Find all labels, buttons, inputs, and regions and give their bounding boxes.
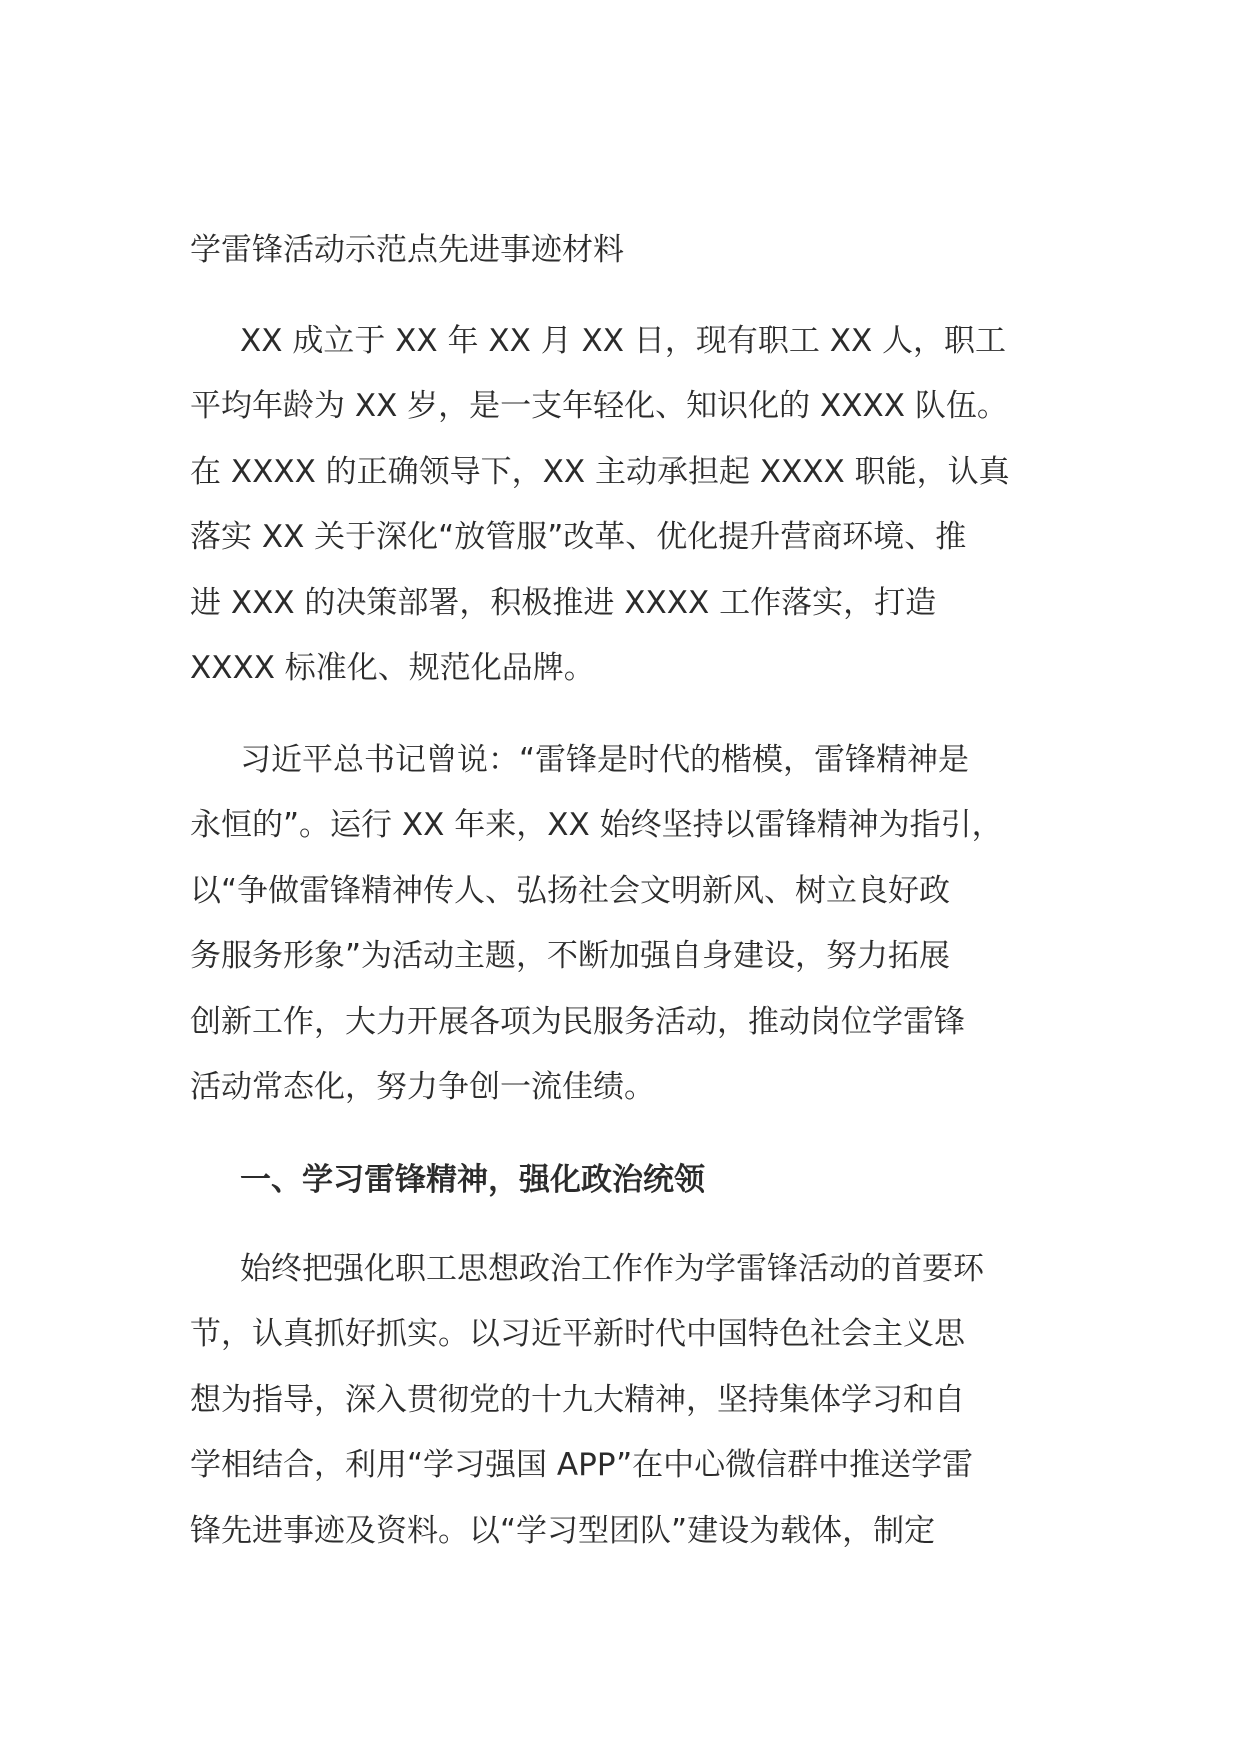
paragraph-line: 在 XXXX 的正确领导下，XX 主动承担起 XXXX 职能，认真 [190, 453, 1010, 490]
paragraph-line: 活动常态化，努力争创一流佳绩。 [190, 1068, 655, 1105]
paragraph-line: 务服务形象”为活动主题，不断加强自身建设，努力拓展 [190, 938, 951, 975]
paragraph-line: 想为指导，深入贯彻党的十九大精神，坚持集体学习和自 [190, 1381, 965, 1418]
paragraph-line: 落实 XX 关于深化“放管服”改革、优化提升营商环境、推 [190, 519, 967, 556]
paragraph-line: 以“争做雷锋精神传人、弘扬社会文明新风、树立良好政 [190, 872, 951, 909]
paragraph-line: 学相结合，利用“学习强国 APP”在中心微信群中推送学雷 [190, 1447, 974, 1484]
paragraph-line: 永恒的”。运行 XX 年来，XX 始终坚持以雷锋精神为指引， [190, 807, 1003, 844]
paragraph-quote [190, 728, 1070, 1120]
paragraph-line: XX 成立于 XX 年 XX 月 XX 日，现有职工 XX 人，职工 [240, 323, 1007, 359]
paragraph-line: 平均年龄为 XX 岁，是一支年轻化、知识化的 XXXX 队伍。 [190, 388, 1008, 425]
paragraph-line: 创新工作，大力开展各项为民服务活动，推动岗位学雷锋 [190, 1003, 965, 1040]
section-heading: 一、学习雷锋精神，强化政治统领 [240, 1162, 705, 1198]
paragraph-intro [190, 309, 1070, 701]
paragraph-line: 始终把强化职工思想政治工作作为学雷锋活动的首要环 [240, 1251, 984, 1287]
paragraph-line: XXXX 标准化、规范化品牌。 [190, 649, 595, 686]
paragraph-section1 [190, 1237, 1070, 1564]
document-title: 学雷锋活动示范点先进事迹材料 [190, 232, 624, 268]
paragraph-line: 锋先进事迹及资料。以“学习型团队”建设为载体，制定 [190, 1512, 936, 1549]
paragraph-line: 习近平总书记曾说：“雷锋是时代的楷模，雷锋精神是 [240, 742, 970, 778]
paragraph-line: 节，认真抓好抓实。以习近平新时代中国特色社会主义思 [190, 1316, 965, 1353]
paragraph-line: 进 XXX 的决策部署，积极推进 XXXX 工作落实，打造 [190, 584, 937, 621]
